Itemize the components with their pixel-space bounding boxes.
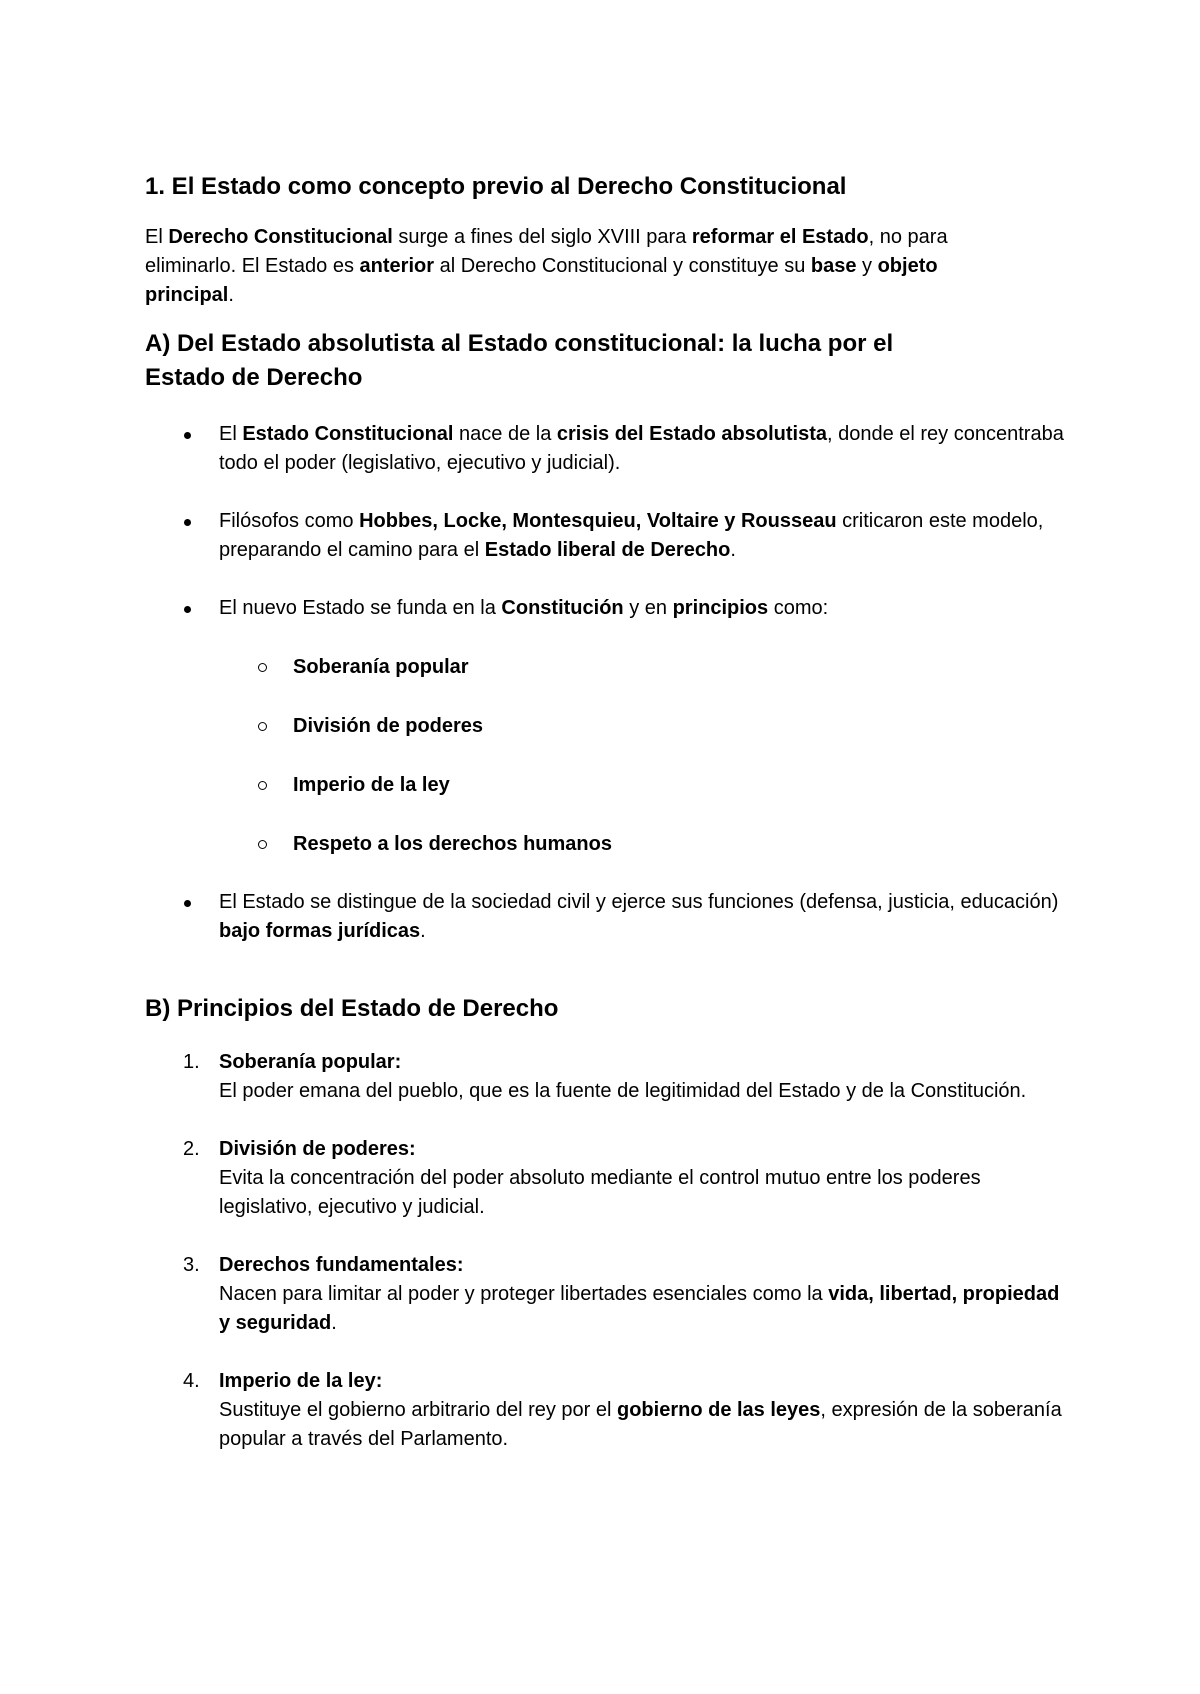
section-a-last-bullet xyxy=(145,888,1075,946)
document-page xyxy=(145,172,1075,1454)
section-1-title: 1. El Estado como concepto previo al Derecho Constitucional xyxy=(145,173,847,200)
list-item xyxy=(145,594,1075,623)
circle-bullet-icon xyxy=(258,663,267,672)
item-heading: Soberanía popular: xyxy=(219,1051,402,1073)
item-heading: Derechos fundamentales: xyxy=(219,1254,464,1276)
numbered-item xyxy=(145,1048,1075,1106)
sublist-item xyxy=(145,830,1075,859)
list-item xyxy=(145,888,1075,946)
item-number: 1. xyxy=(183,1051,200,1073)
principles-sublist xyxy=(145,653,1075,859)
list-item xyxy=(145,420,1075,478)
sublist-item xyxy=(145,653,1075,682)
item-number: 4. xyxy=(183,1370,200,1392)
section-1-intro: El Derecho Constitucional surge a fines del siglo XVIII para reformar el Estado, no para eliminarlo. El Estado es anterior al Derecho Constitucional y constituye su base y objeto principal. xyxy=(145,226,948,306)
circle-bullet-icon xyxy=(258,840,267,849)
numbered-item xyxy=(145,1135,1075,1222)
bullet-text: El Estado se distingue de la sociedad civil y ejerce sus funciones (defensa, justicia, educación) bajo formas jurídicas. xyxy=(219,891,1059,942)
numbered-item xyxy=(145,1367,1075,1454)
item-heading: División de poderes: xyxy=(219,1138,416,1160)
numbered-item xyxy=(145,1251,1075,1338)
section-a-bullets xyxy=(145,420,1075,623)
circle-bullet-icon xyxy=(258,781,267,790)
principle-label: Respeto a los derechos humanos xyxy=(293,833,612,855)
bullet-text: Filósofos como Hobbes, Locke, Montesquieu, Voltaire y Rousseau criticaron este modelo, preparando el camino para el Estado liberal de Derecho. xyxy=(219,510,1044,561)
bullet-text: El nuevo Estado se funda en la Constitución y en principios como: xyxy=(219,597,829,619)
sublist-item xyxy=(145,712,1075,741)
list-item xyxy=(145,507,1075,565)
item-body: Sustituye el gobierno arbitrario del rey por el gobierno de las leyes, expresión de la soberanía popular a través del Parlamento. xyxy=(219,1399,1062,1450)
section-b-numbered-list xyxy=(145,1048,1075,1454)
item-number: 2. xyxy=(183,1138,200,1160)
section-a-title: A) Del Estado absolutista al Estado constitucional: la lucha por el Estado de Derecho xyxy=(145,330,894,391)
item-body: Evita la concentración del poder absoluto mediante el control mutuo entre los poderes legislativo, ejecutivo y judicial. xyxy=(219,1167,981,1218)
bullet-icon xyxy=(184,519,191,526)
bullet-icon xyxy=(184,606,191,613)
principle-label: Soberanía popular xyxy=(293,656,469,678)
bullet-icon xyxy=(184,900,191,907)
item-number: 3. xyxy=(183,1254,200,1276)
bullet-text: El Estado Constitucional nace de la crisis del Estado absolutista, donde el rey concentraba todo el poder (legislativo, ejecutivo y judicial). xyxy=(219,423,1064,474)
circle-bullet-icon xyxy=(258,722,267,731)
section-b-title: B) Principios del Estado de Derecho xyxy=(145,995,559,1022)
principle-label: Imperio de la ley xyxy=(293,774,450,796)
item-body: Nacen para limitar al poder y proteger libertades esenciales como la vida, libertad, propiedad y seguridad. xyxy=(219,1283,1060,1334)
bullet-icon xyxy=(184,432,191,439)
sublist-item xyxy=(145,771,1075,800)
principle-label: División de poderes xyxy=(293,715,484,737)
item-heading: Imperio de la ley: xyxy=(219,1370,383,1392)
item-body: El poder emana del pueblo, que es la fuente de legitimidad del Estado y de la Constitución. xyxy=(219,1080,1027,1102)
